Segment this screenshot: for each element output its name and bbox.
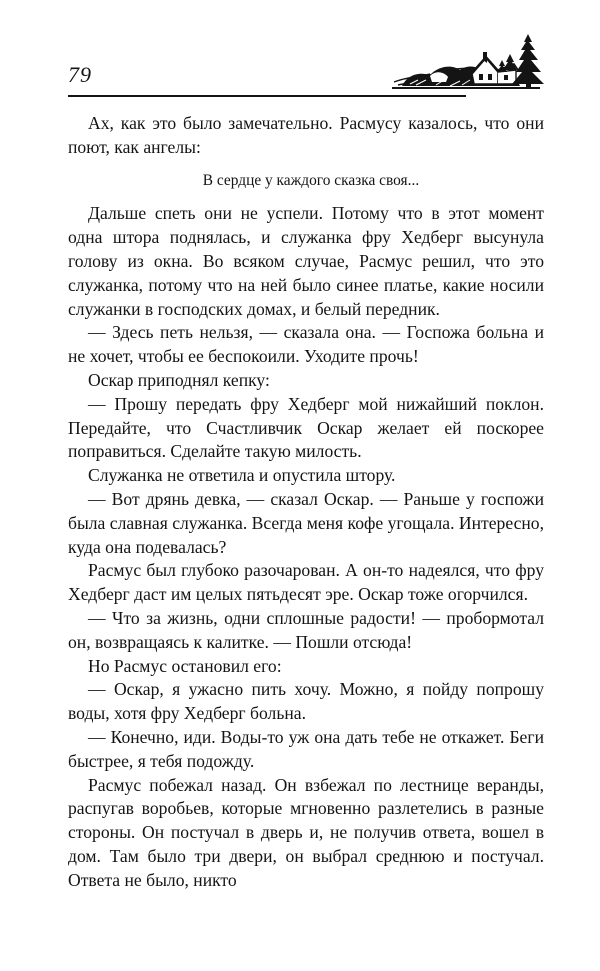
- paragraph: — Вот дрянь девка, — сказал Оскар. — Раньше у госпожи была славная служанка. Всегда меня кофе угощала. Интересно, куда она подевалась?: [68, 488, 544, 557]
- paragraph: — Здесь петь нельзя, — сказала она. — Госпожа больна и не хочет, чтобы ее беспокоили. Уходите прочь!: [68, 322, 544, 367]
- paragraph: Но Расмус остановил его:: [88, 655, 282, 676]
- paragraph: Расмус побежал назад. Он взбежал по лестнице веранды, распугав воробьев, которые мгновенно разлетелись в разные стороны. Он постучал в дверь и, не получив ответа, вошел в дом. Там было три двери, он выбрал среднюю и постучал. Ответа не было, никто: [68, 774, 544, 890]
- running-header: [68, 34, 544, 98]
- book-page: [68, 34, 544, 893]
- page-number: 79: [68, 62, 92, 87]
- paragraph: — Что за жизнь, одни сплошные радости! — пробормотал он, возвращаясь к калитке. — Пошли отсюда!: [68, 607, 544, 652]
- paragraph: Дальше спеть они не успели. Потому что в этот момент одна штора поднялась, и служанка фру Хедберг высунула голову из окна. Во всяком случае, Расмус решил, что это служанка, потому что на ней было синее платье, какие носили служанки в господских домах, и белый передник.: [68, 203, 544, 319]
- body-text: [68, 112, 544, 893]
- song-verse-line: В сердце у каждого сказка своя...: [202, 171, 420, 189]
- paragraph: Оскар приподнял кепку:: [88, 369, 270, 390]
- paragraph: — Оскар, я ужасно пить хочу. Можно, я пойду попрошу воды, хотя фру Хедберг больна.: [68, 679, 544, 724]
- header-rule: [68, 95, 466, 97]
- paragraph: Ах, как это было замечательно. Расмусу казалось, что они поют, как ангелы:: [68, 113, 544, 157]
- paragraph: — Прошу передать фру Хедберг мой нижайший поклон. Передайте, что Счастливчик Оскар желает ей поскорее поправиться. Сделайте такую милость.: [68, 393, 544, 462]
- paragraph: Расмус был глубоко разочарован. А он-то надеялся, что фру Хедберг даст им целых пятьдесят эре. Оскар тоже огорчился.: [68, 560, 544, 605]
- paragraph: Служанка не ответила и опустила штору.: [88, 465, 396, 486]
- paragraph: — Конечно, иди. Воды-то уж она дать тебе не откажет. Беги быстрее, я тебя подожду.: [68, 726, 544, 771]
- landscape-vignette-icon: [390, 30, 546, 94]
